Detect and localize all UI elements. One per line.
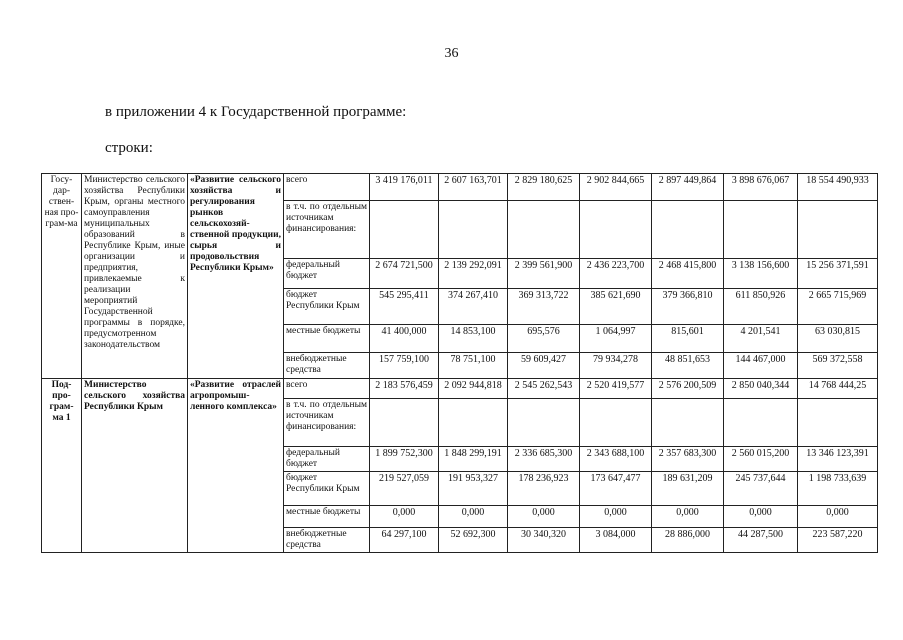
- amount-cell: 3 419 176,011: [370, 174, 439, 201]
- amount-cell: 157 759,100: [370, 353, 439, 379]
- amount-cell: 2 357 683,300: [652, 447, 724, 472]
- amount-cell: 369 313,722: [508, 289, 580, 325]
- amount-cell: 2 436 223,700: [580, 259, 652, 289]
- amount-cell: 2 336 685,300: [508, 447, 580, 472]
- table-row: [42, 379, 878, 399]
- amount-cell: [439, 399, 508, 447]
- amount-cell: 28 886,000: [652, 528, 724, 553]
- amount-cell: [724, 399, 798, 447]
- program-goal-cell: «Развитие отраслей агропромыш-ленного комплекса»: [188, 379, 284, 553]
- funding-source-cell: бюджет Республики Крым: [284, 289, 370, 325]
- funding-source-cell: внебюджетные средства: [284, 353, 370, 379]
- amount-cell: [798, 201, 878, 259]
- funding-source-cell: в т.ч. по отдельным источникам финансирования:: [284, 201, 370, 259]
- amount-cell: 385 621,690: [580, 289, 652, 325]
- amount-cell: 63 030,815: [798, 325, 878, 353]
- responsible-cell: Министерство сельского хозяйства Республики Крым, органы местного самоуправления муниципальных образований в Республике Крым, иные организации и предприятия, привлекаемые к реализации мероприятий Государственной программы в порядке, предусмотренном законодательством: [82, 174, 188, 379]
- amount-cell: 374 267,410: [439, 289, 508, 325]
- funding-source-cell: в т.ч. по отдельным источникам финансирования:: [284, 399, 370, 447]
- funding-source-cell: местные бюджеты: [284, 506, 370, 528]
- program-kind-cell: Под-про-грам-ма 1: [42, 379, 82, 553]
- amount-cell: 178 236,923: [508, 472, 580, 506]
- amount-cell: 13 346 123,391: [798, 447, 878, 472]
- funding-source-cell: федеральный бюджет: [284, 447, 370, 472]
- amount-cell: 2 139 292,091: [439, 259, 508, 289]
- amount-cell: 2 674 721,500: [370, 259, 439, 289]
- funding-source-cell: федеральный бюджет: [284, 259, 370, 289]
- amount-cell: [798, 399, 878, 447]
- amount-cell: 2 829 180,625: [508, 174, 580, 201]
- amount-cell: 695,576: [508, 325, 580, 353]
- amount-cell: 78 751,100: [439, 353, 508, 379]
- responsible-cell: Министерство сельского хозяйства Республики Крым: [82, 379, 188, 553]
- amount-cell: 0,000: [580, 506, 652, 528]
- amount-cell: 1 848 299,191: [439, 447, 508, 472]
- amount-cell: 0,000: [508, 506, 580, 528]
- amount-cell: 2 665 715,969: [798, 289, 878, 325]
- amount-cell: 2 399 561,900: [508, 259, 580, 289]
- amount-cell: 545 295,411: [370, 289, 439, 325]
- amount-cell: 569 372,558: [798, 353, 878, 379]
- amount-cell: 0,000: [370, 506, 439, 528]
- amount-cell: [580, 399, 652, 447]
- amount-cell: 52 692,300: [439, 528, 508, 553]
- amount-cell: 30 340,320: [508, 528, 580, 553]
- amount-cell: 2 183 576,459: [370, 379, 439, 399]
- amount-cell: 219 527,059: [370, 472, 439, 506]
- program-goal-cell: «Развитие сельского хозяйства и регулирования рынков сельскохозяй-ственной продукции, сырья и продовольствия Республики Крым»: [188, 174, 284, 379]
- amount-cell: [508, 399, 580, 447]
- amount-cell: 3 898 676,067: [724, 174, 798, 201]
- amount-cell: 173 647,477: [580, 472, 652, 506]
- amount-cell: 0,000: [439, 506, 508, 528]
- amount-cell: 2 897 449,864: [652, 174, 724, 201]
- amount-cell: 223 587,220: [798, 528, 878, 553]
- amount-cell: 64 297,100: [370, 528, 439, 553]
- amount-cell: [724, 201, 798, 259]
- amount-cell: [370, 201, 439, 259]
- amount-cell: 815,601: [652, 325, 724, 353]
- amount-cell: [508, 201, 580, 259]
- amount-cell: 2 902 844,665: [580, 174, 652, 201]
- intro-text: в приложении 4 к Государственной программе:: [105, 104, 407, 120]
- amount-cell: 59 609,427: [508, 353, 580, 379]
- amount-cell: 44 287,500: [724, 528, 798, 553]
- amount-cell: 2 560 015,200: [724, 447, 798, 472]
- program-kind-cell: Госу-дар-ствен-ная про-грам-ма: [42, 174, 82, 379]
- amount-cell: 2 343 688,100: [580, 447, 652, 472]
- amount-cell: 2 607 163,701: [439, 174, 508, 201]
- amount-cell: 18 554 490,933: [798, 174, 878, 201]
- amount-cell: 189 631,209: [652, 472, 724, 506]
- amount-cell: 1 198 733,639: [798, 472, 878, 506]
- amount-cell: 48 851,653: [652, 353, 724, 379]
- page-number: 36: [444, 46, 459, 61]
- amount-cell: 0,000: [724, 506, 798, 528]
- amount-cell: 1 899 752,300: [370, 447, 439, 472]
- amount-cell: [370, 399, 439, 447]
- funding-source-cell: всего: [284, 174, 370, 201]
- rows-label: строки:: [105, 140, 153, 156]
- amount-cell: 144 467,000: [724, 353, 798, 379]
- amount-cell: 0,000: [798, 506, 878, 528]
- amount-cell: 2 545 262,543: [508, 379, 580, 399]
- amount-cell: 2 850 040,344: [724, 379, 798, 399]
- amount-cell: 245 737,644: [724, 472, 798, 506]
- amount-cell: 14 853,100: [439, 325, 508, 353]
- amount-cell: 79 934,278: [580, 353, 652, 379]
- funding-source-cell: всего: [284, 379, 370, 399]
- amount-cell: 4 201,541: [724, 325, 798, 353]
- amount-cell: [439, 201, 508, 259]
- amount-cell: 611 850,926: [724, 289, 798, 325]
- amount-cell: 191 953,327: [439, 472, 508, 506]
- amount-cell: [580, 201, 652, 259]
- amount-cell: 379 366,810: [652, 289, 724, 325]
- funding-source-cell: внебюджетные средства: [284, 528, 370, 553]
- amount-cell: 14 768 444,25: [798, 379, 878, 399]
- amount-cell: 0,000: [652, 506, 724, 528]
- table-row: [42, 174, 878, 201]
- amount-cell: 2 468 415,800: [652, 259, 724, 289]
- amount-cell: 2 520 419,577: [580, 379, 652, 399]
- amount-cell: 2 092 944,818: [439, 379, 508, 399]
- funding-source-cell: бюджет Республики Крым: [284, 472, 370, 506]
- amount-cell: [652, 399, 724, 447]
- amount-cell: 3 138 156,600: [724, 259, 798, 289]
- funding-table: [41, 173, 878, 553]
- amount-cell: 1 064,997: [580, 325, 652, 353]
- amount-cell: 15 256 371,591: [798, 259, 878, 289]
- amount-cell: 41 400,000: [370, 325, 439, 353]
- funding-source-cell: местные бюджеты: [284, 325, 370, 353]
- amount-cell: 2 576 200,509: [652, 379, 724, 399]
- amount-cell: 3 084,000: [580, 528, 652, 553]
- amount-cell: [652, 201, 724, 259]
